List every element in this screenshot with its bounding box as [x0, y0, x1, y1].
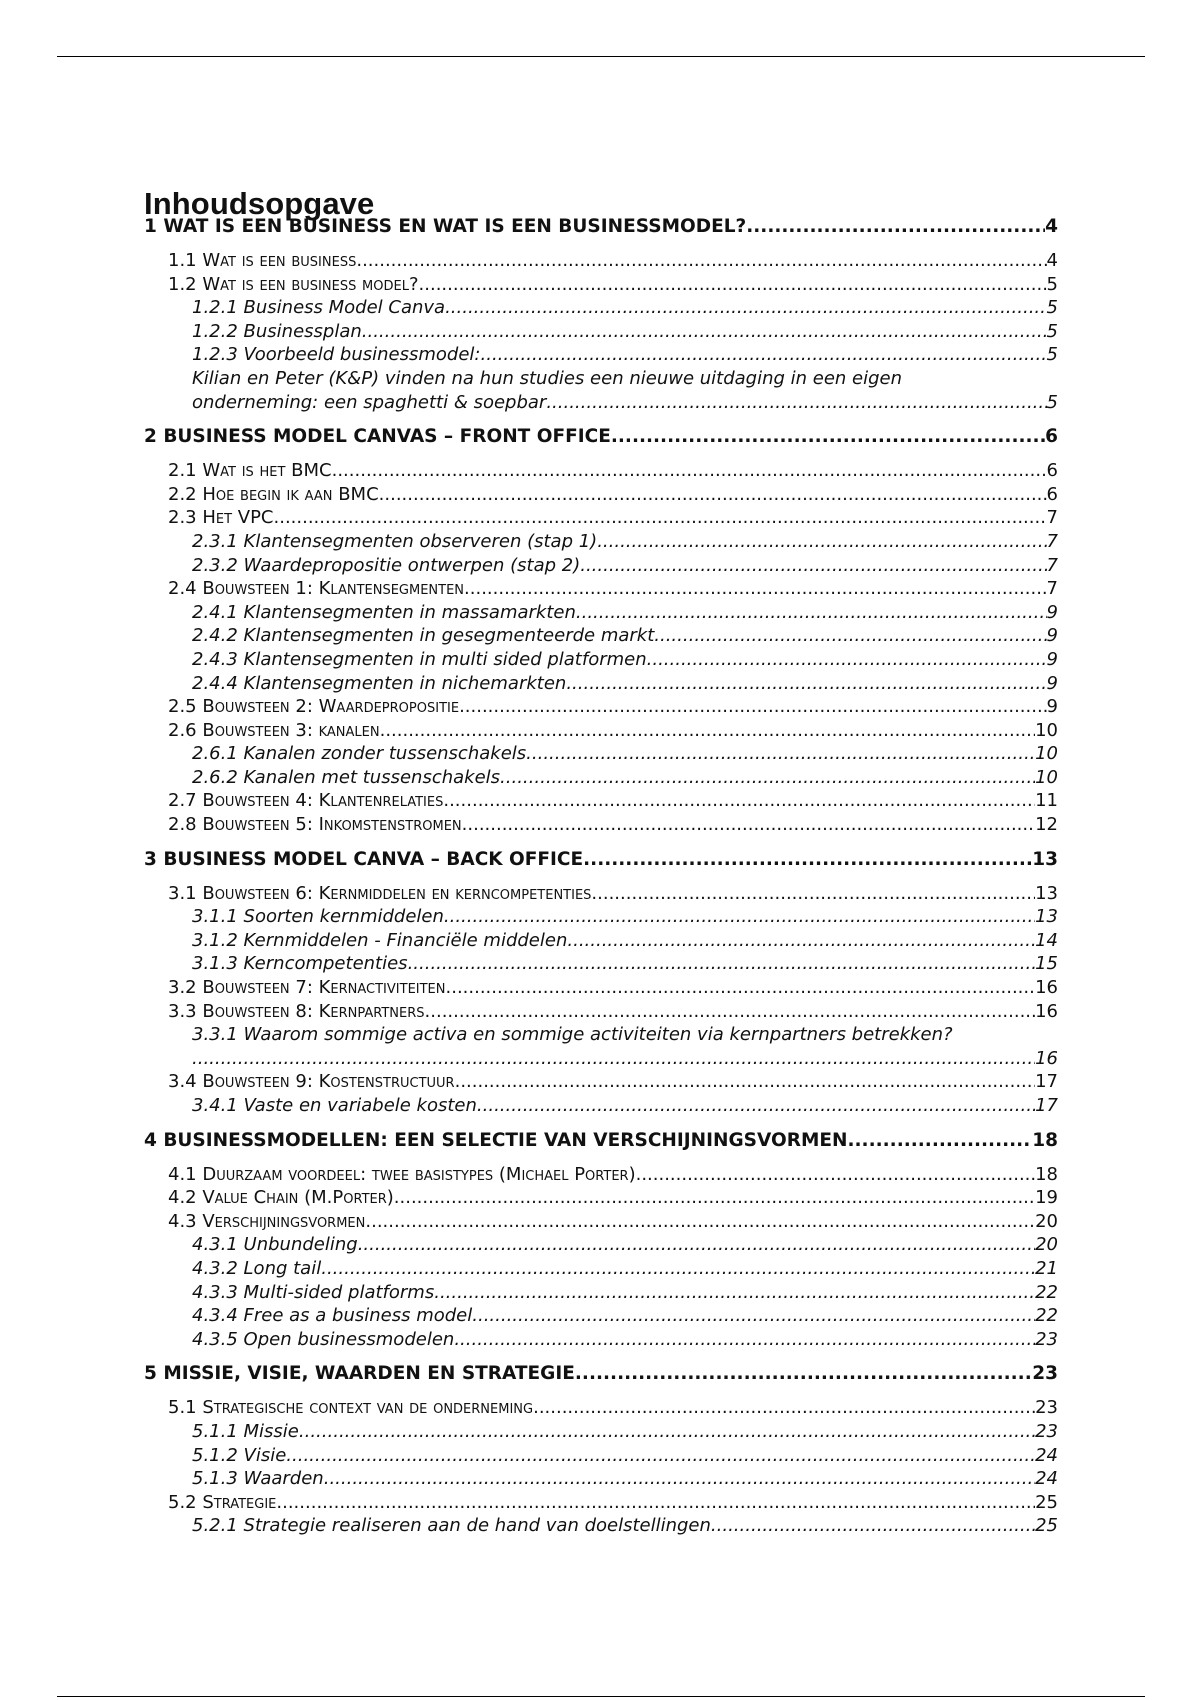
toc-dot-leader [444, 905, 1035, 929]
toc-page-number: 18 [1035, 1163, 1058, 1185]
toc-subsection[interactable] [144, 1257, 1058, 1281]
toc-page-number: 23 [1032, 1363, 1058, 1385]
toc-page-number: 16 [1035, 1047, 1058, 1069]
toc-entry-label: 4.2 Value Chain (M.Porter) [168, 1187, 394, 1209]
toc-dot-leader [286, 1444, 1035, 1468]
toc-page-number: 6 [1045, 426, 1058, 448]
toc-entry-label: 5.1.2 Visie [192, 1444, 287, 1466]
toc-page-number: 9 [1046, 696, 1058, 718]
toc-page-number: 16 [1035, 977, 1058, 999]
toc-subsection[interactable] [144, 766, 1058, 790]
toc-entry-label: 2.6.1 Kanalen zonder tussenschakels [192, 743, 527, 765]
toc-entry-label: 2.6 Bouwsteen 3: kanalen [168, 719, 380, 741]
toc-chapter[interactable] [144, 847, 1058, 873]
toc-dot-leader [332, 459, 1047, 483]
toc-section[interactable] [144, 273, 1058, 297]
toc-dot-leader [746, 214, 1045, 240]
toc-dot-leader [394, 1186, 1035, 1210]
toc-dot-leader [454, 1328, 1035, 1352]
toc-subsection[interactable] [144, 1420, 1058, 1444]
toc-entry-label: 2.4 Bouwsteen 1: Klantensegmenten [168, 578, 465, 600]
toc-dot-leader [358, 1233, 1035, 1257]
toc-entry-label: 1.2.3 Voorbeeld businessmodel: [192, 344, 481, 366]
toc-page-number: 23 [1035, 1420, 1058, 1442]
toc-dot-leader [365, 1210, 1035, 1234]
toc-entry-label: 5.1 Strategische context van de onderneming [168, 1397, 534, 1419]
toc-page-number: 7 [1046, 507, 1058, 529]
toc-section[interactable] [144, 695, 1058, 719]
toc-page-number: 14 [1035, 929, 1058, 951]
toc-entry-label: 3.1 Bouwsteen 6: Kernmiddelen en kerncompetenties [168, 882, 592, 904]
toc-entry-label: onderneming: een spaghetti & soepbar [192, 391, 547, 413]
toc-page-number: 23 [1035, 1397, 1058, 1419]
toc-dot-leader [533, 1396, 1035, 1420]
toc-dot-leader [591, 882, 1035, 906]
toc-entry-label: 2.7 Bouwsteen 4: Klantenrelaties [168, 790, 444, 812]
toc-chapter[interactable] [144, 1361, 1058, 1387]
toc-section[interactable] [144, 813, 1058, 837]
toc-entry-label: 2.4.3 Klantensegmenten in multi sided platformen [192, 648, 647, 670]
toc-entry-label: 3.4.1 Vaste en variabele kosten [192, 1095, 477, 1116]
toc-page-number: 7 [1046, 530, 1058, 552]
toc-page-number: 19 [1035, 1187, 1058, 1209]
toc-dot-leader [321, 1257, 1035, 1281]
toc-page-number: 22 [1035, 1305, 1058, 1327]
toc-dot-leader [459, 695, 1046, 719]
toc-page-number: 16 [1035, 1000, 1058, 1022]
toc-dot-leader [379, 483, 1047, 507]
toc-dot-leader [464, 577, 1047, 601]
toc-entry-label: 3.1.2 Kernmiddelen - Financiële middelen [192, 929, 568, 951]
toc-subsection[interactable] [144, 1328, 1058, 1352]
toc-page-number: 4 [1045, 216, 1058, 237]
toc-page-number: 6 [1046, 460, 1058, 482]
toc-page-number: 13 [1035, 882, 1058, 904]
toc-text-line: Kilian en Peter (K&P) vinden na hun studies een nieuwe uitdaging in een eigen [192, 367, 903, 389]
toc-dot-leader [500, 766, 1035, 790]
table-of-contents [144, 214, 1058, 1538]
toc-page-number: 9 [1046, 672, 1058, 694]
toc-entry-label: 4.1 Duurzaam voordeel: twee basistypes (Michael Porter) [168, 1163, 636, 1185]
toc-subsection[interactable] [144, 530, 1058, 554]
toc-page-number: 24 [1035, 1444, 1058, 1466]
toc-page-number: 21 [1035, 1257, 1058, 1279]
toc-page-number: 15 [1035, 953, 1058, 975]
page-title: Inhoudsopgave [144, 185, 375, 221]
toc-subsection[interactable] [144, 905, 1058, 929]
toc-page-number: 11 [1035, 790, 1058, 812]
toc-dot-leader [597, 530, 1046, 554]
toc-page-number: 17 [1035, 1071, 1058, 1093]
toc-dot-leader [455, 1070, 1036, 1094]
toc-chapter[interactable] [144, 424, 1058, 450]
toc-section[interactable] [144, 506, 1058, 530]
toc-chapter[interactable] [144, 214, 1058, 240]
toc-page-number: 13 [1032, 848, 1058, 870]
toc-subsection[interactable] [144, 296, 1058, 320]
toc-section[interactable] [144, 1396, 1058, 1420]
toc-page-number: 23 [1035, 1328, 1058, 1350]
toc-page-number: 9 [1046, 601, 1058, 623]
toc-entry-label: 1.2.2 Businessplan [192, 320, 362, 342]
toc-dot-leader [299, 1420, 1035, 1444]
toc-entry-label: 2.3.2 Waardepropositie ontwerpen (stap 2) [192, 554, 581, 576]
toc-entry-label: 1 WAT IS EEN BUSINESS EN WAT IS EEN BUSINESSMODEL? [144, 216, 747, 237]
toc-dot-leader [419, 273, 1047, 297]
toc-entry-label: 3.2 Bouwsteen 7: Kernactiviteiten [168, 977, 446, 999]
toc-entry-label: 1.1 Wat is een business [168, 250, 357, 271]
toc-subsection[interactable] [144, 1094, 1058, 1118]
toc-subsection[interactable] [144, 1444, 1058, 1468]
toc-subsection[interactable] [144, 391, 1058, 415]
toc-dot-leader [477, 1094, 1035, 1118]
toc-page-number: 7 [1046, 578, 1058, 600]
toc-subsection[interactable] [144, 742, 1058, 766]
toc-text-line: 3.3.1 Waarom sommige activa en sommige activiteiten via kernpartners betrekken? [192, 1024, 953, 1046]
toc-entry-label: 2.4.2 Klantensegmenten in gesegmenteerde markt [192, 625, 655, 647]
toc-entry-label: 4.3.1 Unbundeling [192, 1234, 358, 1256]
toc-subsection[interactable] [144, 929, 1058, 953]
toc-subsection[interactable] [144, 1281, 1058, 1305]
toc-dot-leader [356, 249, 1046, 273]
toc-section[interactable] [144, 1000, 1058, 1024]
toc-entry-label: 2.6.2 Kanalen met tussenschakels [192, 766, 501, 788]
toc-entry-label: 2.8 Bouwsteen 5: Inkomstenstromen [168, 814, 462, 836]
toc-dot-leader [647, 648, 1047, 672]
toc-section[interactable] [144, 789, 1058, 813]
toc-page-number: 5 [1046, 320, 1058, 342]
toc-entry-label: 3.1.1 Soorten kernmiddelen [192, 906, 444, 928]
toc-dot-leader [462, 813, 1035, 837]
toc-page-number: 9 [1046, 625, 1058, 647]
toc-section[interactable] [144, 719, 1058, 743]
toc-dot-leader [481, 343, 1047, 367]
toc-dot-leader [848, 1128, 1033, 1154]
toc-dot-leader [654, 624, 1046, 648]
toc-page-number: 20 [1035, 1210, 1058, 1232]
toc-dot-leader [276, 1491, 1035, 1515]
toc-section[interactable] [144, 577, 1058, 601]
toc-entry-label: 2.5 Bouwsteen 2: Waardepropositie [168, 696, 460, 718]
toc-dot-leader [408, 952, 1036, 976]
toc-page-number: 12 [1035, 814, 1058, 836]
toc-dot-leader [362, 320, 1047, 344]
toc-page-number: 5 [1046, 297, 1058, 319]
toc-entry-label: 3 BUSINESS MODEL CANVA – BACK OFFICE [144, 848, 584, 870]
toc-subsection[interactable] [144, 1514, 1058, 1538]
toc-subsection[interactable] [144, 672, 1058, 696]
toc-section[interactable] [144, 1491, 1058, 1515]
toc-entry-label: 3.4 Bouwsteen 9: Kostenstructuur [168, 1071, 455, 1093]
toc-section[interactable] [144, 459, 1058, 483]
toc-page-number: 24 [1035, 1468, 1058, 1490]
toc-entry-label: 4 BUSINESSMODELLEN: EEN SELECTIE VAN VERSCHIJNINGSVORMEN [144, 1129, 848, 1151]
toc-entry-label: 1.2 Wat is een business model? [168, 273, 419, 295]
toc-page-number: 20 [1035, 1234, 1058, 1256]
toc-entry-label: 4.3.5 Open businessmodelen [192, 1328, 455, 1350]
toc-subsection[interactable] [144, 1304, 1058, 1328]
toc-entry-label: 2 BUSINESS MODEL CANVAS – FRONT OFFICE [144, 426, 611, 448]
toc-entry-label: 4.3.3 Multi-sided platforms [192, 1281, 435, 1303]
toc-section[interactable] [144, 483, 1058, 507]
toc-dot-leader [434, 1281, 1035, 1305]
toc-dot-leader [526, 742, 1035, 766]
toc-entry-label: 2.3 Het VPC [168, 507, 274, 529]
toc-dot-leader [446, 976, 1036, 1000]
toc-section[interactable] [144, 1163, 1058, 1187]
toc-entry-label: 2.4.1 Klantensegmenten in massamarkten [192, 601, 576, 623]
toc-dot-leader [445, 296, 1046, 320]
toc-page-number: 7 [1046, 554, 1058, 576]
toc-dot-leader [425, 1000, 1036, 1024]
toc-page-number: 10 [1035, 719, 1058, 741]
toc-subsection[interactable] [144, 624, 1058, 648]
toc-entry-label: 3.3 Bouwsteen 8: Kernpartners [168, 1000, 425, 1022]
toc-dot-leader [546, 391, 1046, 415]
toc-page-number: 5 [1046, 273, 1058, 295]
toc-page-number: 9 [1046, 648, 1058, 670]
toc-subsection[interactable] [144, 554, 1058, 578]
toc-subsection[interactable] [144, 601, 1058, 625]
toc-chapter[interactable] [144, 1128, 1058, 1154]
toc-dot-leader [274, 506, 1047, 530]
toc-subsection[interactable] [144, 1047, 1058, 1071]
toc-entry-label: 2.4.4 Klantensegmenten in nichemarkten [192, 672, 567, 694]
toc-entry-label: 5.1.3 Waarden [192, 1468, 324, 1490]
toc-dot-leader [711, 1514, 1035, 1538]
toc-page-number: 25 [1035, 1491, 1058, 1513]
toc-entry-label: 5.2 Strategie [168, 1491, 277, 1513]
toc-subsection[interactable] [144, 343, 1058, 367]
toc-entry-label: 4.3.4 Free as a business model [192, 1305, 473, 1327]
toc-dot-leader [575, 1361, 1032, 1387]
toc-dot-leader [324, 1467, 1035, 1491]
toc-section[interactable] [144, 1070, 1058, 1094]
toc-dot-leader [443, 789, 1035, 813]
toc-section[interactable] [144, 1210, 1058, 1234]
toc-subsection[interactable] [144, 952, 1058, 976]
toc-dot-leader [380, 719, 1036, 743]
toc-dot-leader [192, 1047, 1035, 1071]
toc-entry-label: 3.1.3 Kerncompetenties [192, 953, 408, 975]
toc-entry-label: 5 MISSIE, VISIE, WAARDEN EN STRATEGIE [144, 1363, 575, 1385]
footer-rule [57, 1696, 1145, 1697]
toc-page-number: 18 [1032, 1129, 1058, 1151]
toc-page-number: 10 [1035, 766, 1058, 788]
toc-dot-leader [576, 601, 1047, 625]
toc-dot-leader [611, 424, 1045, 450]
toc-entry-label: 5.1.1 Missie [192, 1420, 299, 1442]
toc-entry-label: 5.2.1 Strategie realiseren aan de hand van doelstellingen [192, 1515, 711, 1537]
toc-entry-label: 4.3.2 Long tail [192, 1257, 322, 1279]
toc-entry-label: 1.2.1 Business Model Canva [192, 297, 446, 319]
toc-subsection[interactable] [144, 1233, 1058, 1257]
toc-dot-leader [583, 847, 1032, 873]
toc-dot-leader [567, 929, 1035, 953]
toc-page-number: 6 [1046, 483, 1058, 505]
toc-entry-label: 2.2 Hoe begin ik aan BMC [168, 483, 379, 505]
toc-entry-label: 4.3 Verschijningsvormen [168, 1210, 366, 1232]
toc-subsection[interactable] [144, 648, 1058, 672]
toc-dot-leader [472, 1304, 1035, 1328]
toc-section[interactable] [144, 976, 1058, 1000]
toc-section[interactable] [144, 1186, 1058, 1210]
toc-section[interactable] [144, 249, 1058, 273]
toc-subsection[interactable] [144, 1467, 1058, 1491]
toc-dot-leader [580, 554, 1046, 578]
toc-dot-leader [566, 672, 1046, 696]
toc-page-number: 13 [1035, 906, 1058, 928]
toc-page-number: 10 [1035, 743, 1058, 765]
toc-page-number: 25 [1035, 1515, 1058, 1537]
toc-page-number: 5 [1046, 391, 1058, 413]
toc-section[interactable] [144, 882, 1058, 906]
toc-entry-label: 2.1 Wat is het BMC [168, 460, 332, 482]
toc-dot-leader [636, 1163, 1036, 1187]
toc-subsection[interactable] [144, 320, 1058, 344]
toc-entry-label: 2.3.1 Klantensegmenten observeren (stap 1) [192, 530, 598, 552]
toc-page-number: 22 [1035, 1281, 1058, 1303]
toc-page-number: 17 [1035, 1095, 1058, 1116]
toc-page-number: 5 [1046, 344, 1058, 366]
header-rule [57, 56, 1145, 57]
toc-page-number: 4 [1046, 250, 1058, 271]
